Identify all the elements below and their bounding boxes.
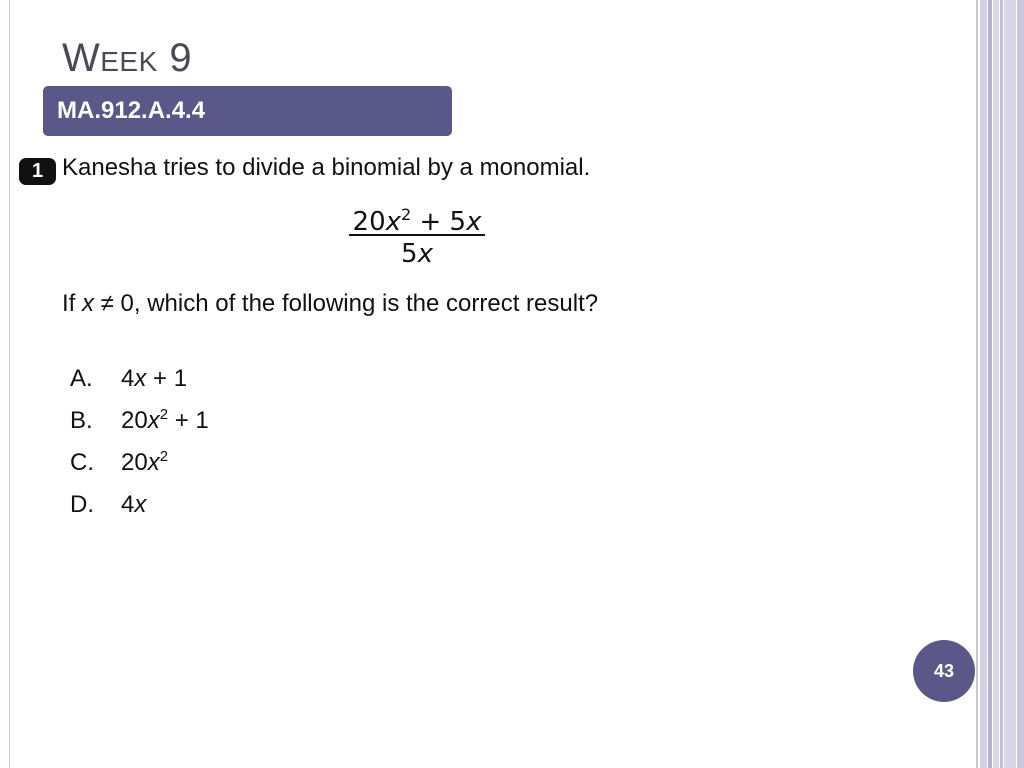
choice-letter: A. <box>70 365 93 392</box>
choice-letter: C. <box>70 449 94 476</box>
choice-b[interactable]: B. $20x^2 + 1$ <box>70 406 209 434</box>
standard-banner <box>43 86 452 136</box>
decor-stripe <box>976 0 978 768</box>
question-prompt: If x ≠ 0, which of the following is the correct result? <box>62 290 599 317</box>
left-border-line <box>9 0 10 768</box>
page-number-badge: 43 <box>913 640 975 702</box>
decor-stripe <box>980 0 987 768</box>
decor-stripe <box>1017 0 1024 768</box>
question-intro: Kanesha tries to divide a binomial by a monomial. <box>62 154 591 181</box>
choice-letter: D. <box>70 491 94 518</box>
slide-title: Week 9 <box>62 36 193 80</box>
standard-code: MA.912.A.4.4 <box>57 97 206 124</box>
question-number-badge: 1 <box>19 158 56 185</box>
choice-a[interactable]: A. 4x + 1 <box>70 365 188 392</box>
decor-stripe <box>993 0 999 768</box>
decor-stripe <box>1000 0 1003 768</box>
fraction-expression <box>349 198 485 269</box>
choice-c[interactable]: C. $20x^2$ <box>70 448 169 476</box>
fraction-numerator: $20x^2 + 5x$ <box>352 205 482 237</box>
fraction-denominator: 5x <box>401 239 433 269</box>
answer-choices <box>70 358 209 526</box>
decor-stripe <box>1004 0 1016 768</box>
choice-letter: B. <box>70 407 93 434</box>
decor-stripe <box>988 0 992 768</box>
choice-d[interactable]: D. 4x <box>70 491 147 518</box>
